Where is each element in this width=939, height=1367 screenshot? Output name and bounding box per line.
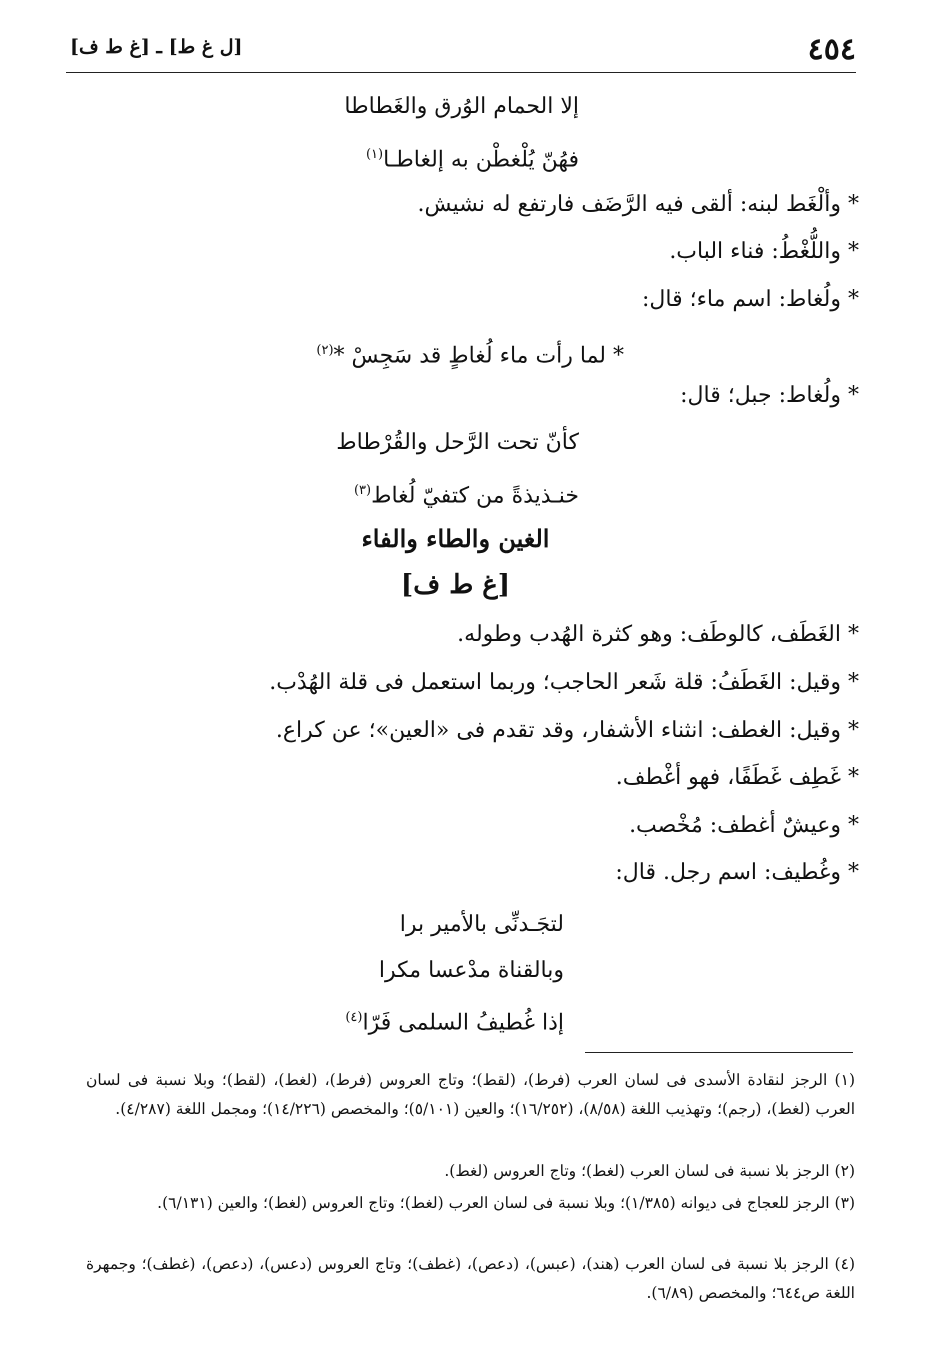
entry-line: * وغُطيف: اسم رجل. قال: bbox=[615, 860, 859, 885]
page-header bbox=[66, 28, 856, 73]
footnote-number: (٣) bbox=[834, 1194, 855, 1212]
entry-line: * واللُّغْطُ: فناء الباب. bbox=[669, 239, 859, 264]
section-title: الغين والطاء والفاء bbox=[361, 524, 550, 553]
entry-line: * وألْغَط لبنه: ألقى فيه الرَّضَف فارتفع له نشيش. bbox=[417, 192, 859, 217]
footnote-number: (٤) bbox=[834, 1255, 855, 1273]
footnote-ref: (٣) bbox=[353, 483, 372, 498]
root-heading: [غ ط ف] bbox=[400, 570, 511, 600]
verse-line: * لما رأت ماء لُغاطٍ قد سَجِسْ *$^{(٢)}$ bbox=[316, 343, 624, 369]
footnote-ref: (١) bbox=[365, 147, 384, 162]
verse-line: لتجَـدنِّى بالأمير برا bbox=[399, 912, 564, 937]
verse-line: خنـذيذةً من كتفيّ لُغاط$^{(٣)}$ bbox=[353, 483, 579, 509]
footnote: (٢) الرجز بلا نسبة فى لسان العرب (لغط)؛ وتاج العروس (لغط). bbox=[444, 1162, 855, 1180]
verse-line: إذا غُطيفُ السلمى فَرّا$^{(٤)}$ bbox=[345, 1010, 564, 1036]
footnote-divider bbox=[585, 1052, 853, 1053]
footnote-ref: (٤) bbox=[345, 1010, 363, 1025]
footnote-ref: (٢) bbox=[316, 343, 334, 358]
entry-line: * ولُغاط: اسم ماء؛ قال: bbox=[641, 287, 859, 312]
verse-line: فهُنّ يُلْغطْن به إلغاطـا$^{(١)}$ bbox=[365, 147, 579, 173]
entry-line: * ولُغاط: جبل؛ قال: bbox=[680, 383, 859, 408]
footnote: (١) الرجز لنقادة الأسدى فى لسان العرب (فرط)، (لقط)؛ وتاج العروس (فرط)، (لغط)، (لقط)؛ وبلا نسبة فى لسان العرب (لغط)، (رجم)؛ وتهذيب اللغة (٨/٥٨)، (١٦/٢٥٢)؛ والعين (٥/١٠١)؛ والمخصص (١٤/٢٢٦)؛ ومجمل اللغة (٤/٢٨٧). bbox=[86, 1071, 855, 1118]
page-number: ٤٥٤ bbox=[807, 32, 856, 67]
footnote-number: (٢) bbox=[834, 1162, 855, 1180]
entry-line: * غَطِف غَطَفًا، فهو أغْطف. bbox=[615, 765, 859, 790]
footnote: (٤) الرجز بلا نسبة فى لسان العرب (هند)، (عبس)، (دعص)، (غطف)؛ وتاج العروس (دعس)، (دعص)، (غطف)؛ وجمهرة اللغة ص٦٤٤؛ والمخصص (٦/٨٩). bbox=[86, 1255, 855, 1302]
entry-line: * وقيل: الغَطَفُ: قلة شَعر الحاجب؛ وربما استعمل فى قلة الهُدْب. bbox=[269, 670, 859, 695]
verse-line: كأنّ تحت الرَّحل والقُرْطاط bbox=[336, 430, 579, 455]
footnote: (٣) الرجز للعجاج فى ديوانه (١/٣٨٥)؛ وبلا نسبة فى لسان العرب (لغط)؛ وتاج العروس (لغط)؛ والعين (٦/١٣١). bbox=[157, 1194, 855, 1212]
entry-line: * وقيل: الغطف: انثناء الأشفار، وقد تقدم فى «العين»؛ عن كراع. bbox=[275, 718, 859, 743]
entry-line: * وعيشٌ أغطف: مُخْصب. bbox=[629, 813, 859, 838]
running-head: [ل غ ط] ـ [غ ط ف] bbox=[70, 36, 243, 58]
verse-line: إلا الحمام الوُرق والغَطاطا bbox=[344, 94, 579, 119]
footnote-number: (١) bbox=[834, 1071, 855, 1089]
entry-line: * الغَطَف، كالوطَف: وهو كثرة الهُدب وطوله. bbox=[457, 622, 859, 647]
verse-line: وبالقناة مدْعسا مكرا bbox=[378, 958, 564, 983]
